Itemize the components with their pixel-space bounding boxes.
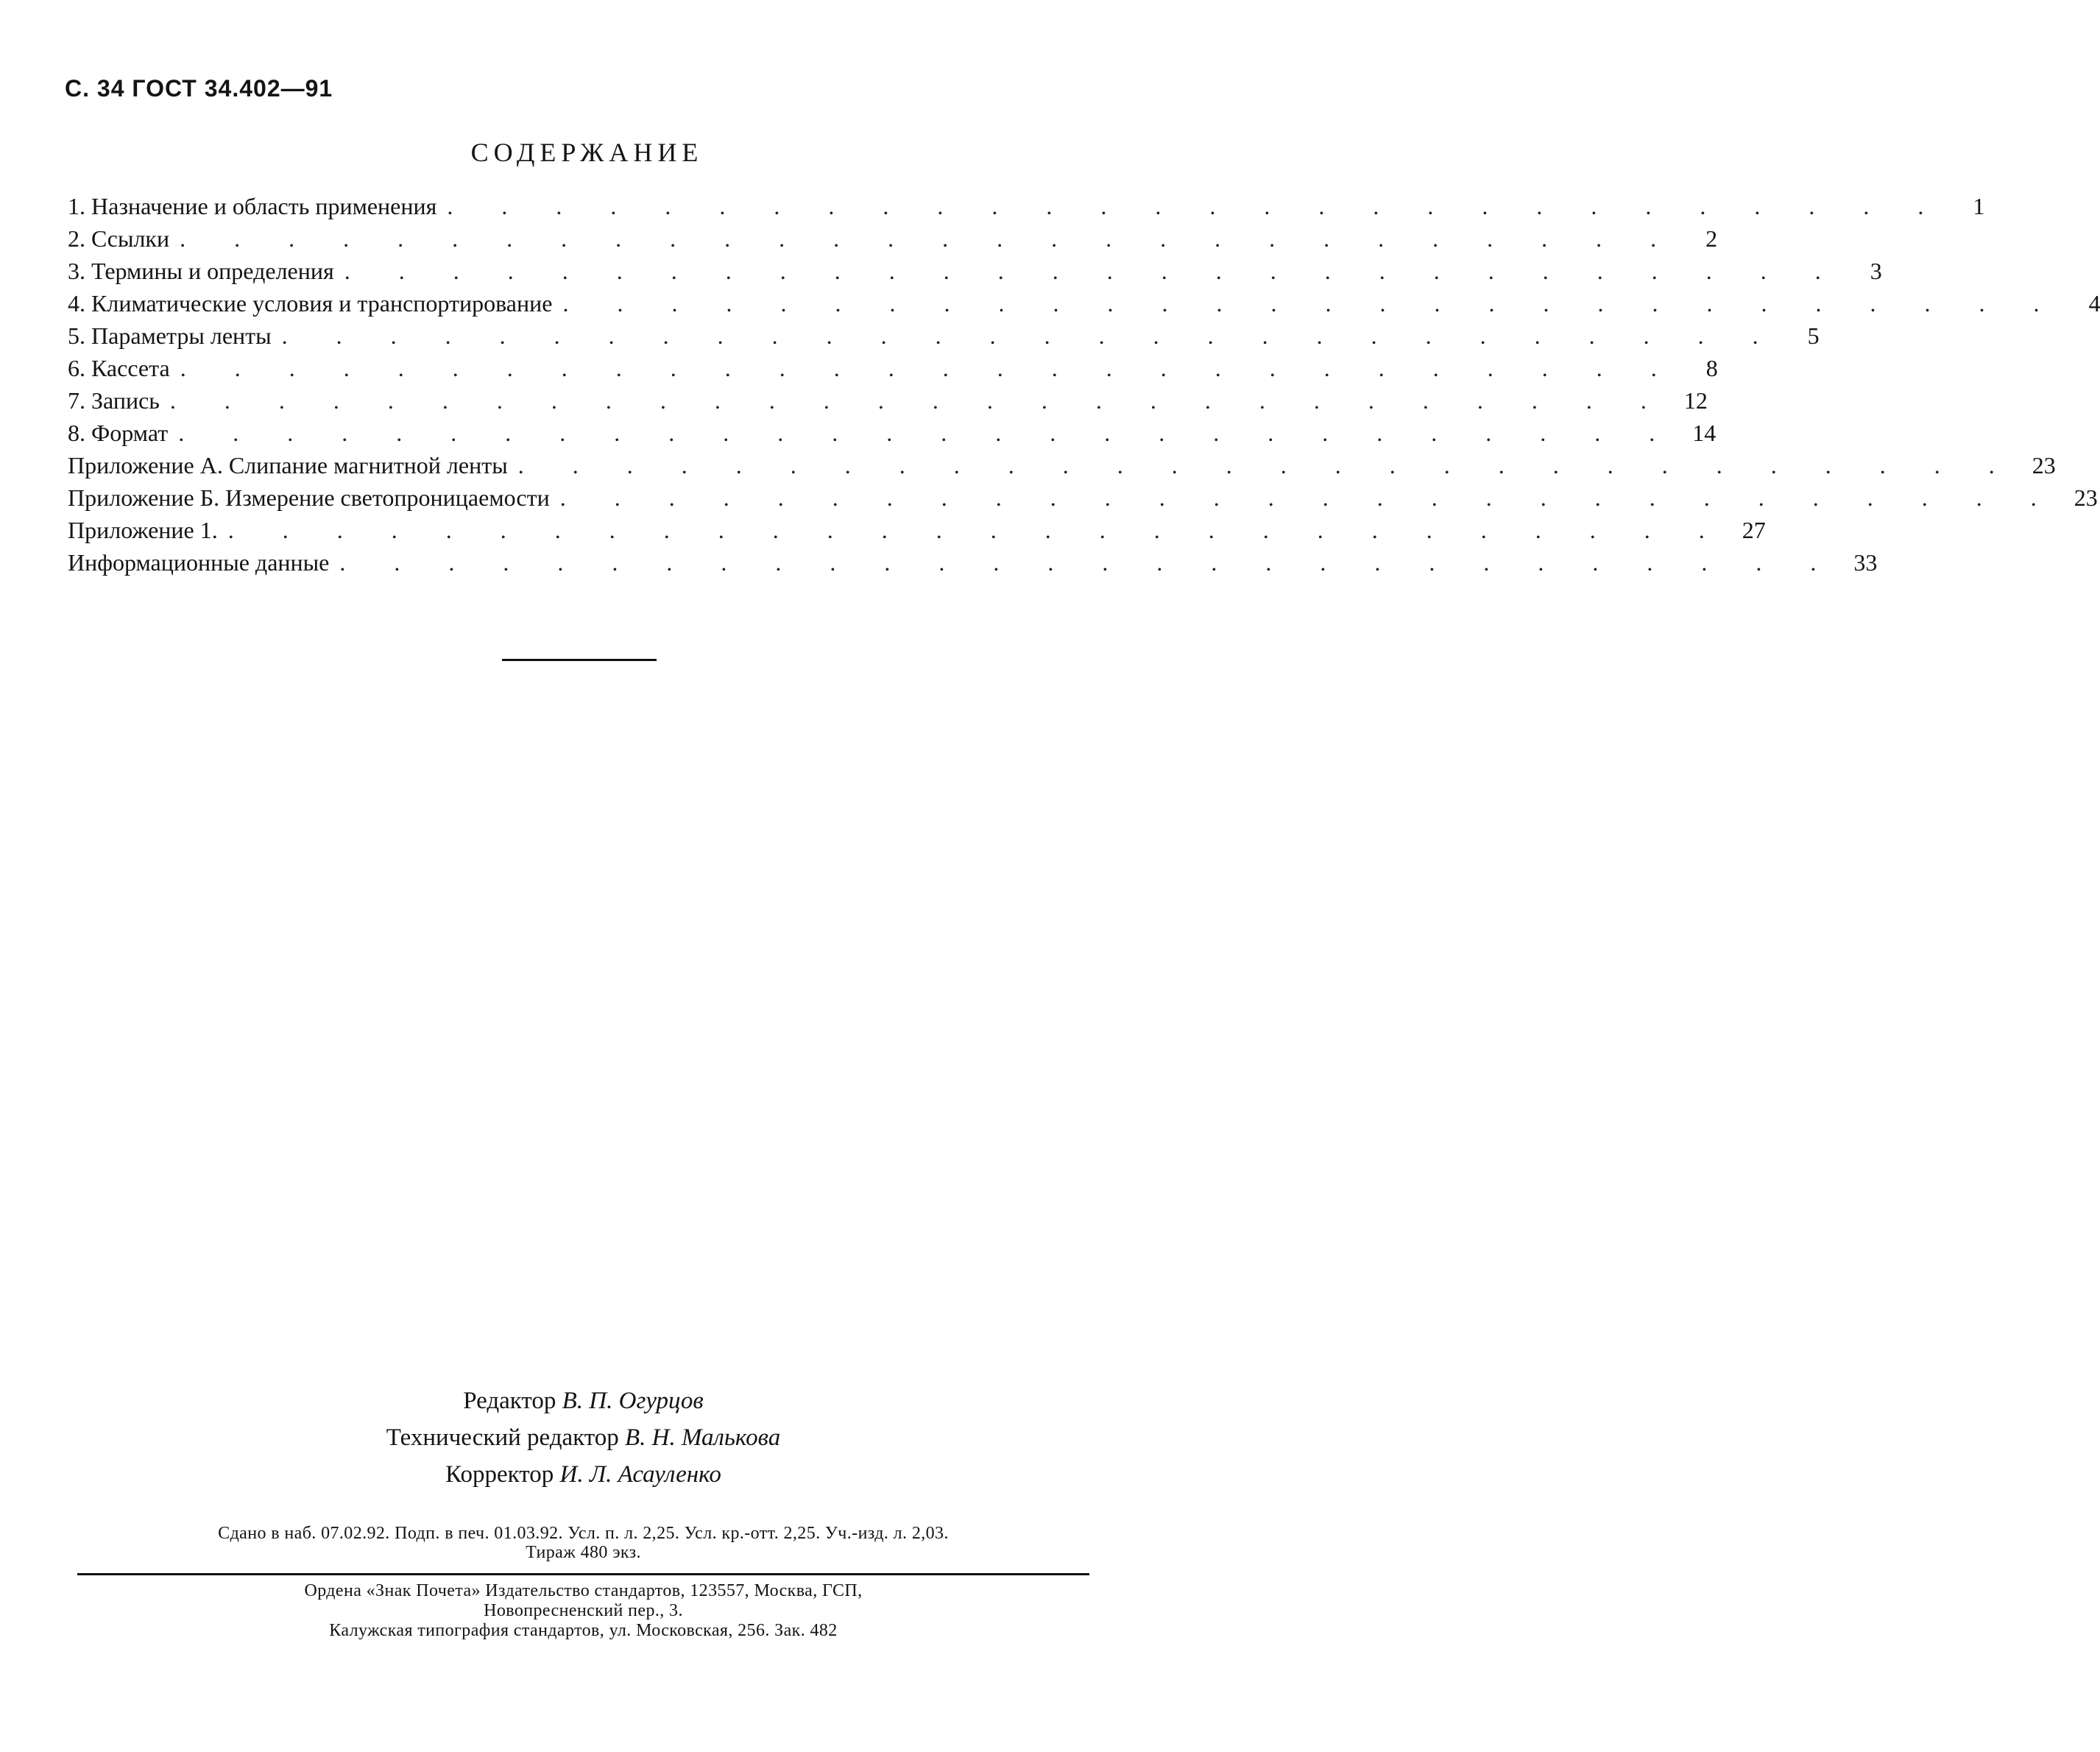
toc-entry: [68, 190, 1985, 222]
toc-entry: [68, 384, 1708, 417]
toc-entry: [68, 287, 2100, 319]
toc-entry: [68, 352, 1718, 384]
toc-entry-label: 6. Кассета: [68, 355, 170, 381]
toc-entry: [68, 417, 1717, 449]
dot-leader: . . . . . . . . . . . . . . . . . . . . . . . . . . . .: [227, 517, 1726, 543]
toc-entry-label: Приложение А. Слипание магнитной ленты: [68, 452, 508, 478]
dot-leader: . . . . . . . . . . . . . . . . . . . . . . . . . . . .: [169, 387, 1668, 414]
toc-entry-label: 7. Запись: [68, 387, 160, 414]
dot-leader: . . . . . . . . . . . . . . . . . . . . . . . . . . . .: [447, 193, 1945, 219]
dot-leader: . . . . . . . . . . . . . . . . . . . . . . . . . . . .: [180, 225, 1678, 252]
section-divider: [502, 659, 657, 661]
dot-leader: . . . . . . . . . . . . . . . . . . . . . . . . . . . .: [559, 484, 2058, 511]
imprint-dates-line: Сдано в наб. 07.02.92. Подп. в печ. 01.03.92. Усл. п. л. 2,25. Усл. кр.-отт. 2,25. Уч.-изд. л. 2,03.: [218, 1524, 949, 1543]
tech-editor-line: [0, 1419, 1167, 1456]
toc-entry-page: 27: [1742, 517, 1766, 543]
toc-entry-page: 23: [2032, 452, 2056, 478]
print-imprint: [74, 1524, 1093, 1562]
toc-entry-label: 8. Формат: [68, 420, 169, 446]
toc-entry-page: 3: [1870, 258, 1882, 284]
editor-line: [0, 1382, 1167, 1419]
toc-entry: [68, 449, 2056, 481]
toc-entry-label: 2. Ссылки: [68, 225, 170, 252]
dot-leader: . . . . . . . . . . . . . . . . . . . . . . . . . . . .: [281, 322, 1780, 349]
toc-entry-page: 8: [1705, 355, 1718, 381]
imprint-circulation-line: Тираж 480 экз.: [526, 1543, 641, 1562]
toc-entry-page: 33: [1853, 549, 1878, 576]
printing-house-line: Калужская типография стандартов, ул. Московская, 256. Зак. 482: [329, 1621, 838, 1640]
toc-entry-page: 1: [1973, 193, 1985, 219]
editor-name: В. П. Огурцов: [562, 1388, 704, 1414]
toc-entry-page: 5: [1807, 322, 1820, 349]
toc-entry-label: Приложение 1.: [68, 517, 218, 543]
dot-leader: . . . . . . . . . . . . . . . . . . . . . . . . . . . .: [562, 290, 2061, 317]
publisher-address-line: Новопресненский пер., 3.: [484, 1601, 683, 1620]
corrector-name: И. Л. Асауленко: [559, 1461, 721, 1488]
imprint-divider: [77, 1573, 1089, 1575]
toc-entry-label: 1. Назначение и область применения: [68, 193, 437, 219]
toc-entry: [68, 546, 1878, 579]
toc-entry-label: 5. Параметры ленты: [68, 322, 272, 349]
dot-leader: . . . . . . . . . . . . . . . . . . . . . . . . . . . .: [517, 452, 2016, 478]
publisher-info: [74, 1581, 1093, 1641]
tech-editor-name: В. Н. Малькова: [625, 1424, 781, 1451]
toc-entry: [68, 319, 1820, 352]
corrector-role: Корректор: [445, 1461, 554, 1488]
table-of-contents: [68, 190, 2100, 579]
toc-entry: [68, 222, 1718, 255]
dot-leader: . . . . . . . . . . . . . . . . . . . . . . . . . . . .: [339, 549, 1838, 576]
credits-block: [0, 1382, 1167, 1493]
dot-leader: . . . . . . . . . . . . . . . . . . . . . . . . . . . .: [178, 420, 1677, 446]
toc-entry-page: 14: [1692, 420, 1717, 446]
toc-entry-label: 3. Термины и определения: [68, 258, 334, 284]
running-head: С. 34 ГОСТ 34.402—91: [65, 75, 333, 102]
dot-leader: . . . . . . . . . . . . . . . . . . . . . . . . . . . .: [180, 355, 1678, 381]
toc-entry-page: 12: [1683, 387, 1708, 414]
tech-editor-role: Технический редактор: [386, 1424, 619, 1451]
toc-entry-label: Информационные данные: [68, 549, 330, 576]
toc-entry: [68, 514, 1766, 546]
toc-entry-label: 4. Климатические условия и транспортирование: [68, 290, 553, 317]
publisher-line: Ордена «Знак Почета» Издательство стандартов, 123557, Москва, ГСП,: [304, 1581, 863, 1600]
toc-entry: [68, 481, 2098, 514]
toc-entry: [68, 255, 1882, 287]
toc-entry-page: 23: [2074, 484, 2098, 511]
contents-title: СОДЕРЖАНИЕ: [470, 138, 704, 167]
dot-leader: . . . . . . . . . . . . . . . . . . . . . . . . . . . .: [344, 258, 1842, 284]
editor-role: Редактор: [463, 1388, 556, 1414]
toc-entry-page: 2: [1705, 225, 1718, 252]
toc-entry-label: Приложение Б. Измерение светопроницаемости: [68, 484, 550, 511]
toc-entry-page: 4: [2088, 290, 2100, 317]
corrector-line: [0, 1456, 1167, 1493]
